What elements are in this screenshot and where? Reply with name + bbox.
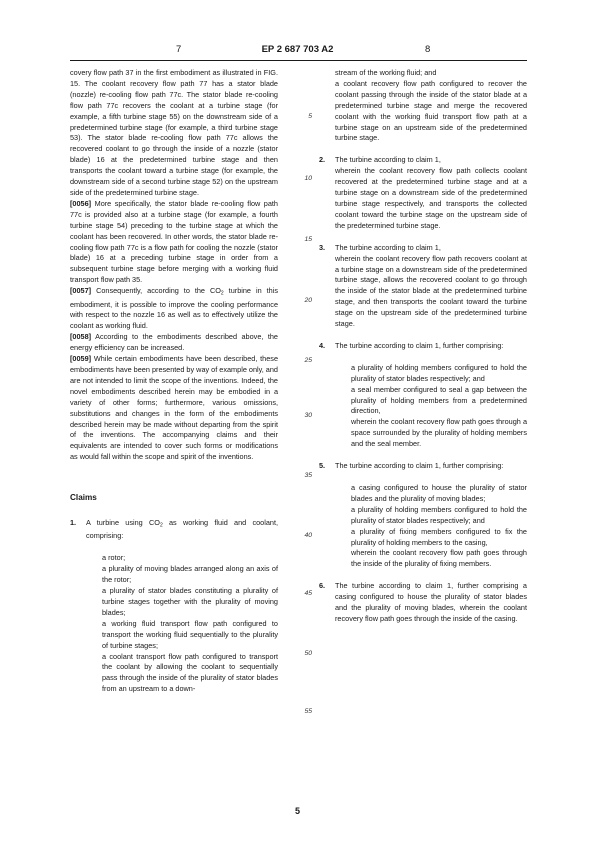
paragraph-number: [0058] xyxy=(70,332,92,342)
claim-elements xyxy=(335,483,527,570)
page-number-right: 8 xyxy=(425,44,431,55)
claim-body: wherein the coolant recovery flow path recovers coolant at a turbine stage on a downstream side of the predetermined turbine stage, allows the recovered coolant to go through the inside of the stator blade at the predetermined turbine stage, and then transports the coolant toward the turbine stage on the upstream side of the predetermined turbine stage. xyxy=(335,253,527,329)
claim-element: a plurality of holding members configured to hold the plurality of stator blades respectively; and xyxy=(351,504,527,525)
right-column xyxy=(319,68,527,636)
claim-element: a plurality of stator blades constituting a plurality of turbine stages together with the plurality of moving blades; xyxy=(102,586,278,617)
claim-preamble: The turbine according to claim 1, further comprising: xyxy=(335,461,504,471)
subscript: 2 xyxy=(220,290,224,297)
paragraph-0059 xyxy=(70,354,278,463)
claim-3 xyxy=(319,243,527,330)
publication-number: EP 2 687 703 A2 xyxy=(261,44,334,55)
claim-elements xyxy=(335,363,527,450)
paragraph-text: turbine in this embodiment, it is possible to improve the cooling performance with respect to the nozzle 16 as well as to effectively utilize the coolant as working fluid. xyxy=(70,286,278,331)
claim-4 xyxy=(319,341,527,450)
claim-body: The turbine according to claim 1, further comprising a casing configured to house the plurality of stator blades and the plurality of moving blades, wherein the coolant recovery flow path goes through the inside of the casing. xyxy=(335,581,527,623)
claim-6 xyxy=(319,581,527,625)
claim-number: 3. xyxy=(319,242,326,252)
line-number: 25 xyxy=(304,357,312,364)
claim-preamble: The turbine according to claim 1, xyxy=(335,155,441,165)
paragraph-0058 xyxy=(70,332,278,354)
claim-number: 6. xyxy=(319,581,326,591)
claim-5 xyxy=(319,461,527,570)
line-number: 45 xyxy=(304,590,312,597)
claim-1-continued xyxy=(319,68,527,144)
claim-number: 5. xyxy=(319,461,326,471)
claim-element: a working fluid transport flow path configured to transport the working fluid sequentially to the plurality of turbine stages; xyxy=(102,618,278,650)
line-number: 35 xyxy=(304,472,312,479)
claim-preamble: A turbine using $CO_2$ as working fluid and coolant, comprising: xyxy=(86,518,279,541)
paragraph-number: [0059] xyxy=(70,354,92,364)
claim-element: a plurality of holding members configured to hold the plurality of stator blades respectively; and xyxy=(351,362,527,383)
left-column xyxy=(70,68,278,706)
claim-elements xyxy=(86,553,278,695)
paragraph-text: Consequently, according to the CO xyxy=(96,286,221,296)
claim-body: wherein the coolant recovery flow path collects coolant recovered at the predetermined turbine stage and at a turbine stage on a downstream side of the predetermined turbine stage respectively, and transports the collected coolant toward the turbine stage on the upstream side of the predetermined turbine stage. xyxy=(335,166,527,230)
paragraph-number: [0057] xyxy=(70,286,92,296)
line-number: 50 xyxy=(304,650,312,657)
claim-number: 1. xyxy=(70,518,77,528)
page-number-footer: 5 xyxy=(294,806,300,816)
paragraph-0057 xyxy=(70,286,278,332)
line-number: 15 xyxy=(304,236,312,243)
claim-2 xyxy=(319,155,527,231)
line-number: 55 xyxy=(304,708,312,715)
claim-element: a plurality of moving blades arranged along an axis of the rotor; xyxy=(102,564,278,585)
line-number: 10 xyxy=(304,175,312,182)
claim-number: 4. xyxy=(319,340,326,350)
claim-element: a seal member configured to seal a gap between the plurality of holding members from a predetermined direction, xyxy=(351,384,527,416)
claim-element: wherein the coolant recovery flow path goes through a space surrounded by the plurality of holding members and the seal member. xyxy=(351,417,527,449)
paragraph-text: More specifically, the stator blade re-cooling flow path 77c is provided also at a turbine stage (for example, a fourth turbine stage 54) preceding to the turbine stage at which the coolant has been recovered. In other words, the stator blade re-cooling flow path 77c is a flow path for cooling the nozzle (stator blade) 16 at a preceding turbine stage in order from a subsequent turbine stage before merging with a working fluid transport flow path 35. xyxy=(70,198,278,285)
paragraph-0056 xyxy=(70,199,278,286)
claim-preamble: The turbine according to claim 1, further comprising: xyxy=(335,340,504,350)
line-number: 30 xyxy=(304,412,312,419)
claim-element: a rotor; xyxy=(102,553,126,563)
line-number: 20 xyxy=(304,297,312,304)
description-paragraph-continued: covery flow path 37 in the first embodiment as illustrated in FIG. 15. The coolant recovery flow path 77 has a stator blade (nozzle) re-cooling flow path 77c. The stator blade re-cooling flow path 77c recovers the coolant at a turbine stage (for example, a fifth turbine stage 55) on the downstream side of a predetermined turbine stage (for example, a third turbine stage 53). The stator blade re-cooling flow path 77c allows the recovered coolant to go through the inside of a nozzle (stator blade) 16 at the predetermined turbine stage and then transports the coolant toward a turbine stage (for example, the downstream side of a second turbine stage 52) on the upstream side of the predetermined turbine stage. xyxy=(70,68,278,197)
claim-number: 2. xyxy=(319,155,326,165)
claim-1 xyxy=(70,518,278,695)
line-number: 40 xyxy=(304,532,312,539)
claims-heading: Claims xyxy=(70,493,97,503)
claim-element: stream of the working fluid; and xyxy=(335,68,437,77)
paragraph-text: According to the embodiments described above, the energy efficiency can be increased. xyxy=(70,332,278,353)
header-divider xyxy=(70,60,527,61)
claim-element: a plurality of fixing members configured to fix the plurality of holding members to the casing, xyxy=(351,526,527,547)
line-number: 5 xyxy=(308,113,312,120)
claim-element: a coolant recovery flow path configured to recover the coolant passing through the inside of the stator blade at a predetermined turbine stage and merge the recovered coolant with the working fluid transport flow path at a turbine stage on an upstream side of the predetermined turbine stage. xyxy=(335,78,527,143)
paragraph-number: [0056] xyxy=(70,198,92,208)
subscript: 2 xyxy=(159,522,163,529)
claim-element: a casing configured to house the plurality of stator blades and the plurality of moving blades; xyxy=(351,483,527,503)
claim-element: wherein the coolant recovery flow path goes through the inside of the plurality of fixing members. xyxy=(351,548,527,569)
claim-element: a coolant transport flow path configured to transport the coolant by allowing the coolant to sequentially pass through the inside of the plurality of stator blades from an upstream to a down- xyxy=(102,651,278,694)
claim-preamble: The turbine according to claim 1, xyxy=(335,242,441,252)
paragraph-text: While certain embodiments have been described, these embodiments have been presented by way of example only, and are not intended to limit the scope of the inventions. Indeed, the novel embodiments described herein may be embodied in a variety of other forms; furthermore, various omissions, substitutions and changes in the form of the embodiments described herein may be made without departing from the spirit of the inventions. The accompanying claims and their equivalents are intended to cover such forms or modifications as would fall within the scope and spirit of the inventions. xyxy=(70,354,279,462)
page-number-left: 7 xyxy=(176,44,182,55)
